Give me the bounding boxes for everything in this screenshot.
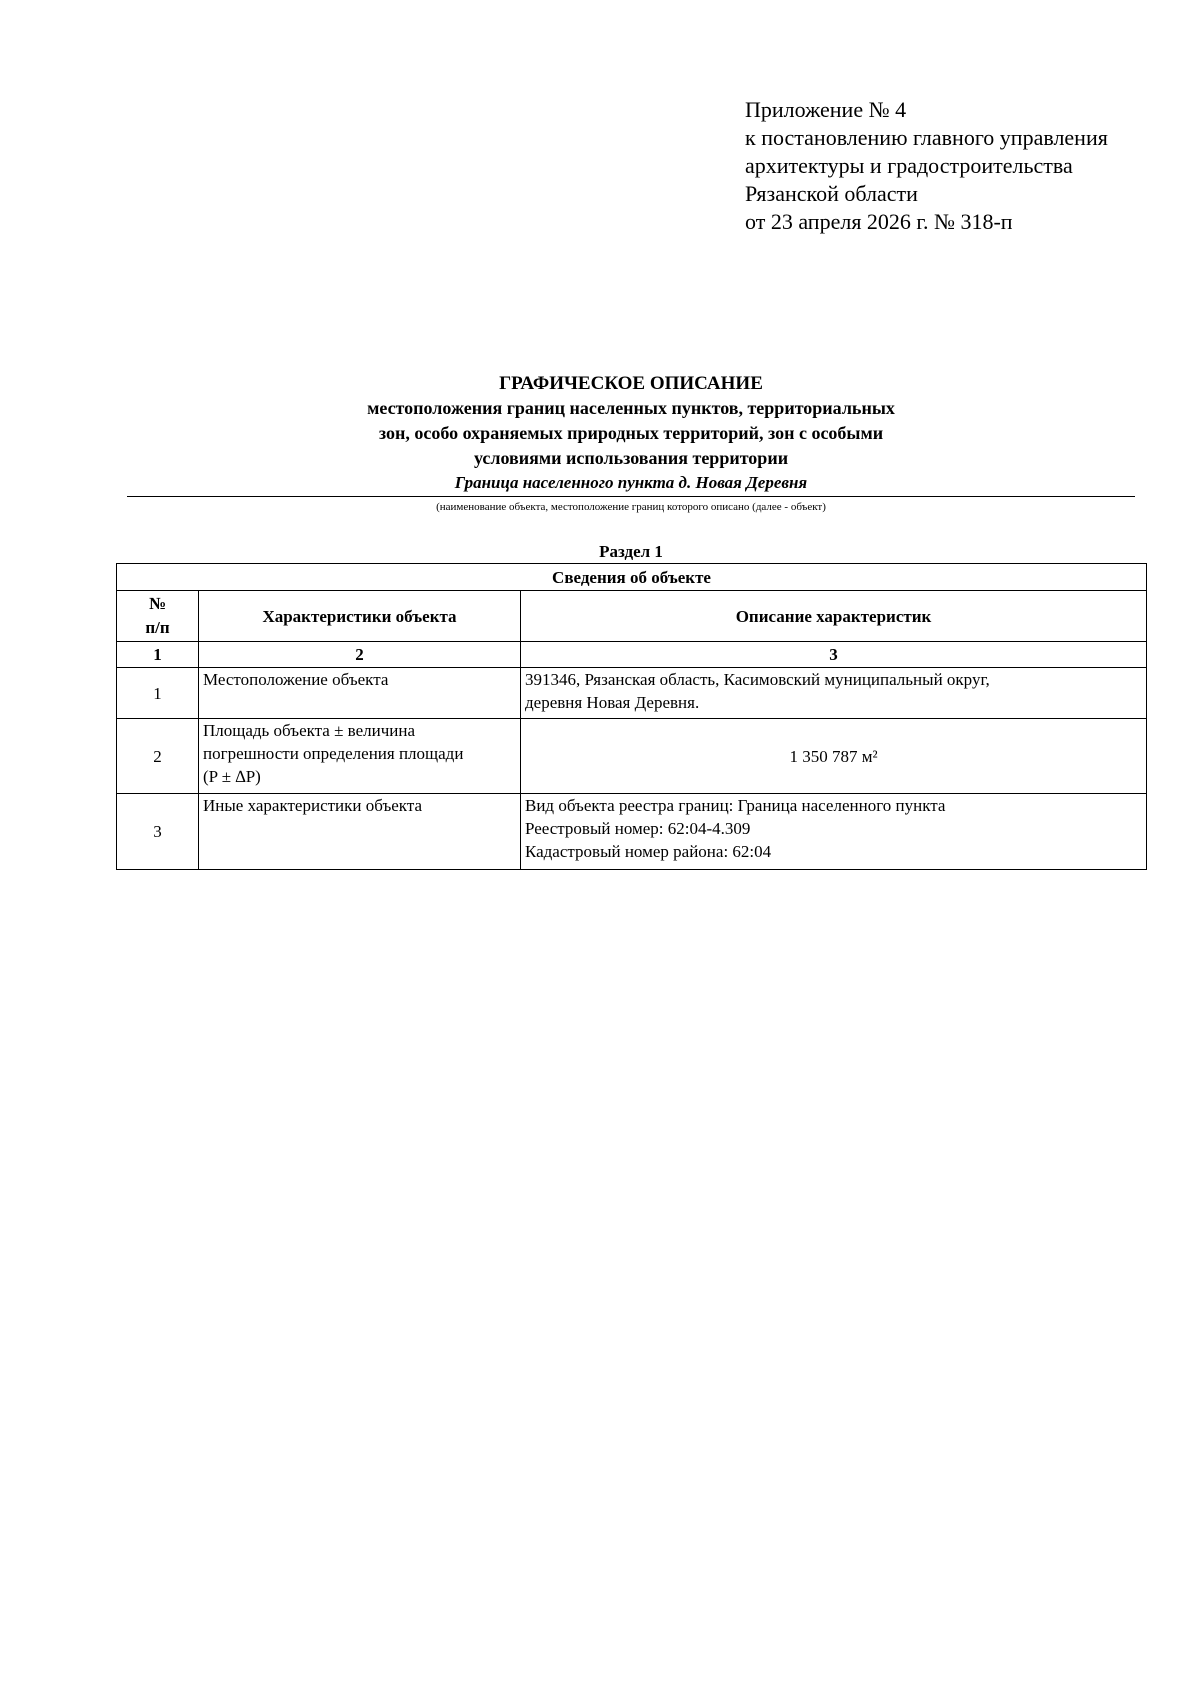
column-number-row — [117, 642, 1147, 668]
column-number: 2 — [199, 642, 521, 668]
table-header-row — [117, 591, 1147, 642]
table-row — [117, 794, 1147, 870]
row-description — [521, 794, 1147, 870]
header-num-line: п/п — [145, 618, 170, 637]
header-description: Описание характеристик — [521, 591, 1147, 642]
appendix-line: Приложение № 4 — [745, 97, 907, 122]
description-line: Вид объекта реестра границ: Граница населенного пункта — [525, 796, 946, 815]
document-subtitle-line: местоположения границ населенных пунктов, территориальных — [367, 398, 895, 418]
description-line: Кадастровый номер района: 62:04 — [525, 842, 772, 861]
characteristic-line: погрешности определения площади — [203, 744, 464, 763]
row-characteristic — [199, 719, 521, 794]
row-characteristic: Местоположение объекта — [199, 668, 521, 719]
row-number: 3 — [117, 794, 199, 870]
header-num-line: № — [148, 594, 167, 613]
document-subtitle-line: условиями использования территории — [473, 448, 789, 468]
object-info-table — [116, 563, 1147, 870]
appendix-line: Рязанской области — [745, 181, 918, 206]
appendix-header — [745, 96, 1108, 236]
document-title-block — [127, 372, 1135, 514]
object-name: Граница населенного пункта д. Новая Деревня — [127, 471, 1135, 497]
table-row — [117, 719, 1147, 794]
characteristic-line: Площадь объекта ± величина — [203, 721, 416, 740]
section-title: Раздел 1 — [599, 542, 663, 561]
document-subtitle-line: зон, особо охраняемых природных территорий, зон с особыми — [378, 423, 884, 443]
appendix-line: архитектуры и градостроительства — [745, 153, 1073, 178]
table-caption-row — [117, 564, 1147, 591]
description-line: деревня Новая Деревня. — [525, 693, 700, 712]
row-characteristic: Иные характеристики объекта — [199, 794, 521, 870]
table-caption: Сведения об объекте — [117, 564, 1147, 591]
appendix-line: к постановлению главного управления — [745, 125, 1108, 150]
row-description — [521, 668, 1147, 719]
object-name-caption: (наименование объекта, местоположение границ которого описано (далее - объект) — [436, 501, 826, 513]
description-line: Реестровый номер: 62:04-4.309 — [525, 819, 751, 838]
row-description: 1 350 787 м² — [521, 719, 1147, 794]
header-num — [117, 591, 199, 642]
table-row — [117, 668, 1147, 719]
row-number: 1 — [117, 668, 199, 719]
document-title: ГРАФИЧЕСКОЕ ОПИСАНИЕ — [499, 373, 763, 394]
description-line: 391346, Рязанская область, Касимовский муниципальный округ, — [525, 670, 990, 689]
appendix-line: от 23 апреля 2026 г. № 318-п — [745, 209, 1013, 234]
column-number: 3 — [521, 642, 1147, 668]
header-characteristics: Характеристики объекта — [199, 591, 521, 642]
characteristic-line: (P ± ∆P) — [203, 767, 261, 786]
row-number: 2 — [117, 719, 199, 794]
column-number: 1 — [117, 642, 199, 668]
